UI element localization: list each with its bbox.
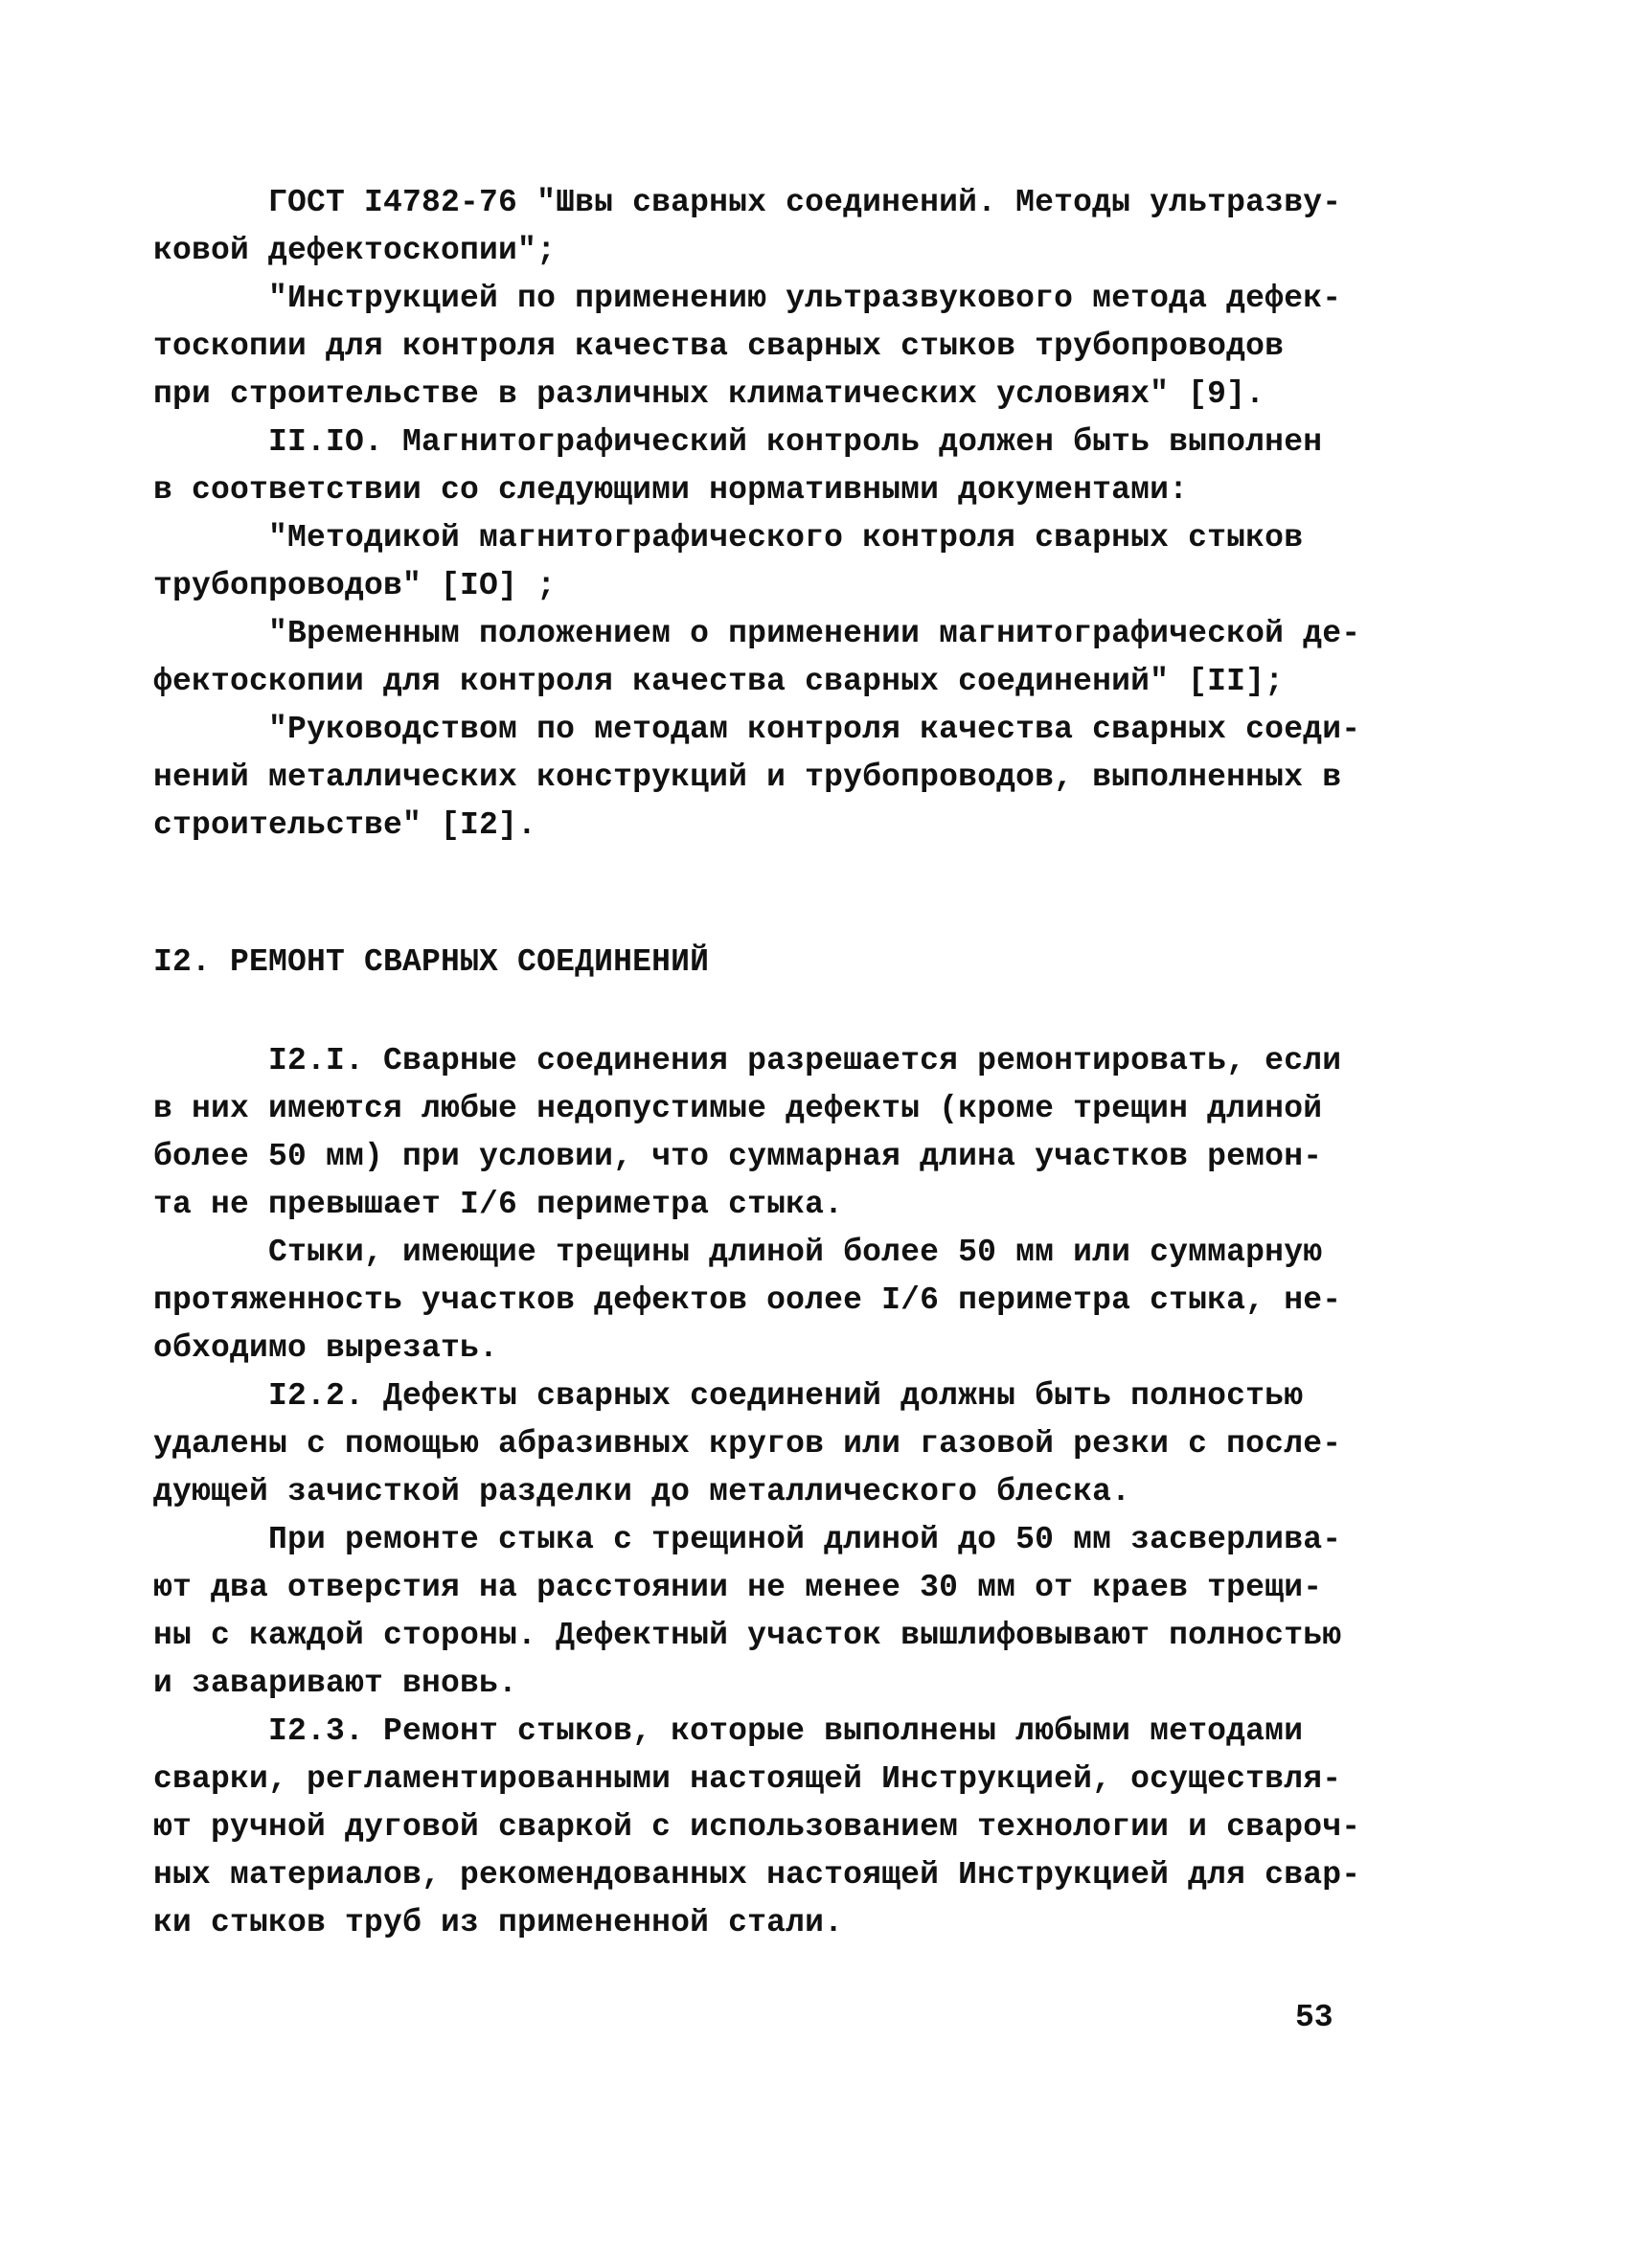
- text-line: II.IO. Магнитографический контроль должен быть выполнен: [153, 424, 1323, 460]
- text-line: та не превышает I/6 периметра стыка.: [153, 1187, 844, 1222]
- text-line: Стыки, имеющие трещины длиной более 50 мм или суммарную: [153, 1235, 1323, 1270]
- text-line: сварки, регламентированными настоящей Инструкцией, осуществля-: [153, 1761, 1342, 1797]
- text-line: строительстве" [I2].: [153, 807, 537, 843]
- section-heading: I2. РЕМОНТ СВАРНЫХ СОЕДИНЕНИЙ: [153, 944, 710, 980]
- text-line: тоскопии для контроля качества сварных стыков трубопроводов: [153, 329, 1285, 364]
- text-line: трубопроводов" [IO] ;: [153, 568, 557, 603]
- text-line: I2.3. Ремонт стыков, которые выполнены любыми методами: [153, 1713, 1304, 1749]
- text-line: протяженность участков дефектов оолее I/6 периметра стыка, не-: [153, 1282, 1342, 1318]
- text-line: в соответствии со следующими нормативными документами:: [153, 472, 1189, 508]
- text-line: "Инструкцией по применению ультразвукового метода дефек-: [153, 281, 1342, 316]
- text-line: более 50 мм) при условии, что суммарная длина участков ремон-: [153, 1139, 1323, 1174]
- text-line: ковой дефектоскопии";: [153, 233, 557, 268]
- text-line: "Временным положением о применении магнитографической де-: [153, 616, 1361, 651]
- text-line: удалены с помощью абразивных кругов или газовой резки с после-: [153, 1426, 1342, 1462]
- text-line: "Руководством по методам контроля качества сварных соеди-: [153, 712, 1361, 747]
- text-line: ки стыков труб из примененной стали.: [153, 1905, 844, 1940]
- text-line: фектоскопии для контроля качества сварных соединений" [II];: [153, 664, 1285, 699]
- text-line: ны с каждой стороны. Дефектный участок вышлифовывают полностью: [153, 1618, 1342, 1653]
- text-line: обходимо вырезать.: [153, 1330, 499, 1366]
- text-line: ГОСТ I4782-76 "Швы сварных соединений. Методы ультразву-: [153, 185, 1342, 220]
- text-line: При ремонте стыка с трещиной длиной до 50 мм засверлива-: [153, 1522, 1342, 1557]
- text-line: нений металлических конструкций и трубопроводов, выполненных в: [153, 760, 1342, 795]
- text-line: I2.I. Сварные соединения разрешается ремонтировать, если: [153, 1043, 1342, 1078]
- text-line: при строительстве в различных климатических условиях" [9].: [153, 376, 1265, 412]
- page-number: 53: [1295, 2000, 1333, 2035]
- text-line: в них имеются любые недопустимые дефекты (кроме трещин длиной: [153, 1091, 1323, 1126]
- text-line: "Методикой магнитографического контроля сварных стыков: [153, 520, 1304, 556]
- text-line: ют два отверстия на расстоянии не менее 30 мм от краев трещи-: [153, 1570, 1323, 1605]
- text-line: ных материалов, рекомендованных настоящей Инструкцией для свар-: [153, 1857, 1361, 1893]
- text-line: и заваривают вновь.: [153, 1666, 518, 1701]
- text-line: ют ручной дуговой сваркой с использованием технологии и свароч-: [153, 1809, 1361, 1845]
- text-line: I2.2. Дефекты сварных соединений должны быть полностью: [153, 1378, 1304, 1414]
- text-line: дующей зачисткой разделки до металлического блеска.: [153, 1474, 1131, 1509]
